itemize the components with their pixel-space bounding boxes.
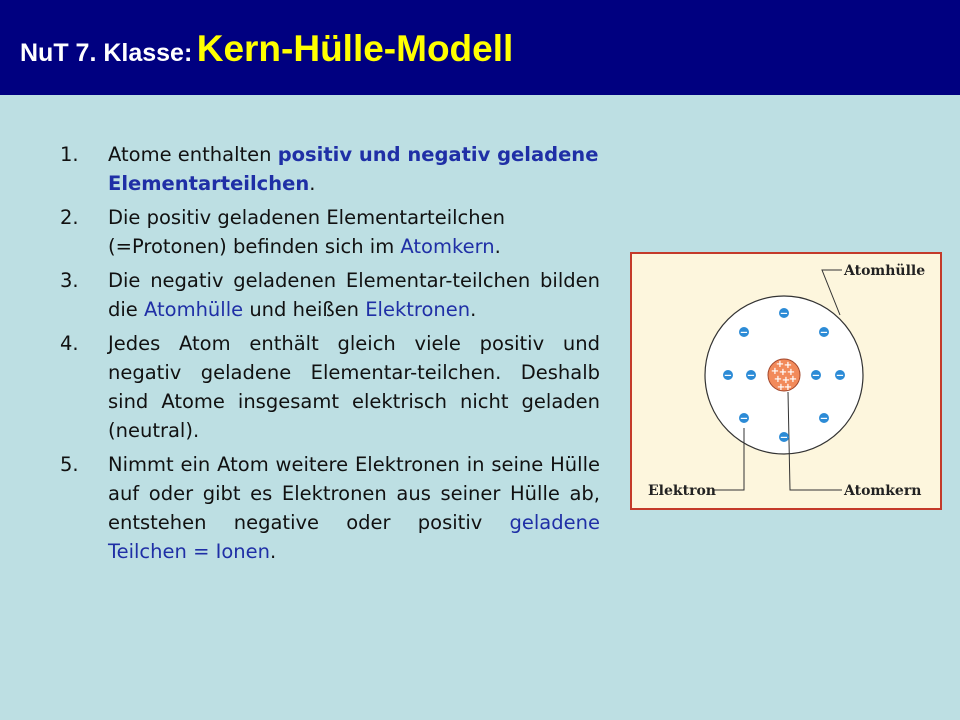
electron-symbol: −: [746, 370, 756, 382]
list-item: [60, 140, 600, 198]
item-highlight: positiv und negativ geladene Elementarteilchen: [108, 143, 599, 195]
list-item: [60, 203, 600, 261]
electron-symbol: −: [779, 308, 789, 320]
item-highlight: Atomkern: [400, 235, 495, 258]
list-item: [60, 450, 600, 566]
item-highlight: Atomhülle: [144, 298, 244, 321]
proton: +: [786, 367, 796, 378]
item-text: .: [270, 540, 277, 563]
item-text: Nimmt ein Atom weitere Elektronen in seine Hülle auf oder gibt es Elektronen aus seiner Hülle ab, entstehen negative oder positiv: [108, 453, 600, 534]
electron-symbol: −: [819, 327, 829, 339]
proton: +: [781, 375, 791, 386]
item-text: und heißen: [243, 298, 366, 321]
label-atomhuelle: Atomhülle: [844, 263, 926, 279]
list-item: [60, 329, 600, 445]
slide-title: [20, 28, 513, 70]
item-text: .: [470, 298, 477, 321]
proton: +: [783, 360, 793, 371]
atom-model-figure: [630, 252, 942, 510]
item-number: 2.: [60, 206, 79, 229]
title-prefix: NuT 7. Klasse:: [20, 39, 193, 67]
item-text: Die negativ geladenen Elementar-teilchen bilden die: [108, 269, 600, 321]
item-number: 4.: [60, 332, 79, 355]
title-main: Kern-Hülle-Modell: [196, 28, 514, 69]
proton: +: [783, 382, 793, 393]
item-highlight: geladene Teilchen = Ionen: [108, 511, 600, 563]
proton: +: [778, 367, 788, 378]
electron-symbol: −: [739, 413, 749, 425]
item-text: Jedes Atom enthält gleich viele positiv und negativ geladene Elementar-teilchen. Deshalb sind Atome insgesamt elektrisch nicht geladen (neutral).: [108, 332, 600, 442]
list-item: [60, 266, 600, 324]
electron-symbol: −: [835, 370, 845, 382]
item-highlight: Elektronen: [365, 298, 471, 321]
item-number: 1.: [60, 143, 79, 166]
electron-symbol: −: [779, 432, 789, 444]
item-number: 5.: [60, 453, 79, 476]
item-text: Die positiv geladenen Elementarteilchen (=Protonen) befinden sich im: [108, 206, 505, 258]
electron-symbol: −: [811, 370, 821, 382]
electron-symbol: −: [723, 370, 733, 382]
item-text: .: [494, 235, 501, 258]
label-atomkern: Atomkern: [844, 483, 922, 499]
header-bar: [0, 0, 960, 95]
item-text: Atome enthalten: [108, 143, 278, 166]
atom-diagram: [630, 252, 942, 510]
proton: +: [775, 359, 785, 370]
points-list: [60, 140, 600, 571]
electron-symbol: −: [819, 413, 829, 425]
item-number: 3.: [60, 269, 79, 292]
proton: +: [770, 366, 780, 377]
item-text: .: [309, 172, 316, 195]
proton: +: [773, 374, 783, 385]
proton: +: [776, 382, 786, 393]
proton: +: [788, 374, 798, 385]
electron-symbol: −: [739, 327, 749, 339]
label-elektron: Elektron: [648, 483, 716, 499]
